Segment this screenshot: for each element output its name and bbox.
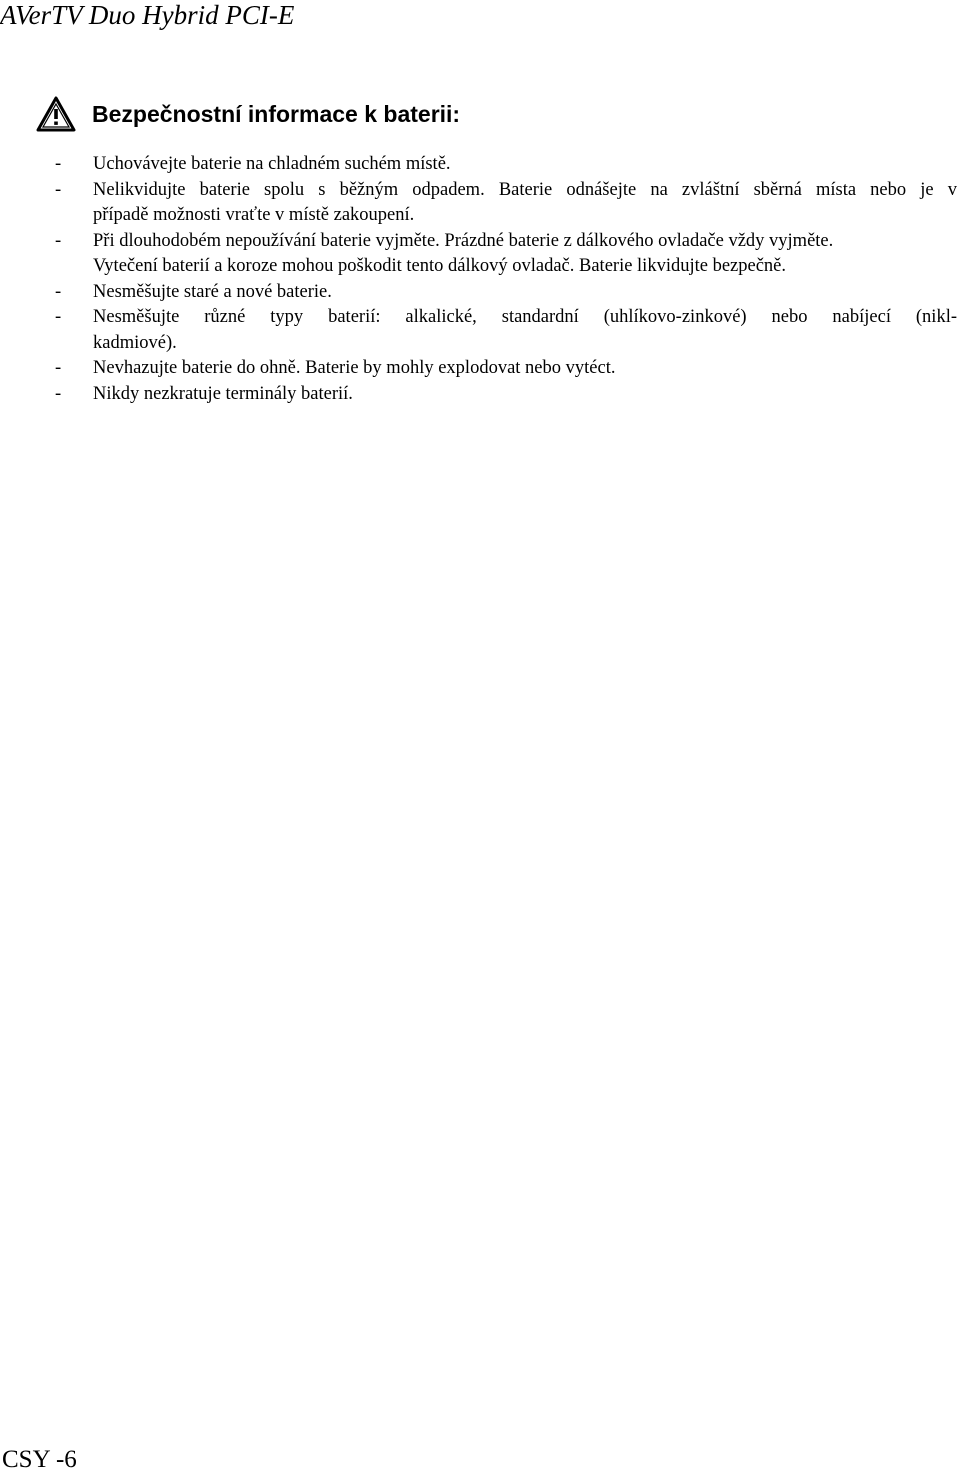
list-item	[55, 305, 957, 356]
text-line: kadmiové).	[93, 332, 177, 353]
warning-icon	[36, 96, 76, 132]
list-marker: -	[55, 179, 62, 200]
text-line: Nevhazujte baterie do ohně. Baterie by mohly explodovat nebo vytéct.	[93, 358, 616, 378]
list-marker: -	[55, 358, 62, 378]
list-item	[55, 178, 957, 229]
page-number: CSY -6	[2, 1446, 77, 1473]
text-line: Při dlouhodobém nepoužívání baterie vyjměte. Prázdné baterie z dálkového ovladače vždy vyjměte.	[93, 230, 834, 251]
battery-safety-list	[55, 152, 957, 407]
list-item	[55, 280, 957, 306]
list-marker: -	[55, 230, 62, 251]
list-marker: -	[55, 307, 62, 327]
text-line: Nesměšujte staré a nové baterie.	[93, 281, 332, 302]
list-item-text	[93, 382, 957, 408]
list-item-text	[93, 229, 957, 280]
running-header: AVerTV Duo Hybrid PCI-E	[0, 0, 295, 30]
list-item-text	[93, 305, 957, 356]
section-heading	[36, 96, 460, 132]
list-item-text	[93, 280, 957, 306]
text-line: Nelikvidujte baterie spolu s běžným odpadem. Baterie odnášejte na zvláštní sběrná místa nebo je v	[93, 179, 957, 200]
list-marker: -	[55, 383, 62, 404]
list-item	[55, 152, 957, 178]
list-item	[55, 382, 957, 408]
list-marker: -	[55, 154, 62, 174]
list-item-text	[93, 178, 957, 229]
text-line: případě možnosti vraťte v místě zakoupení.	[93, 205, 415, 225]
list-item-text	[93, 152, 957, 178]
text-line: Uchovávejte baterie na chladném suchém místě.	[93, 154, 451, 174]
list-item-text	[93, 356, 957, 382]
list-item	[55, 229, 957, 280]
section-title: Bezpečnostní informace k baterii:	[92, 101, 461, 127]
text-line: Nikdy nezkratuje terminály baterií.	[93, 383, 353, 404]
list-marker: -	[55, 281, 62, 302]
text-line: Vytečení baterií a koroze mohou poškodit tento dálkový ovladač. Baterie likvidujte bezpečně.	[93, 256, 787, 276]
text-line: Nesměšujte různé typy baterií: alkalické, standardní (uhlíkovo-zinkové) nebo nabíjecí (nikl-	[93, 307, 957, 327]
list-item	[55, 356, 957, 382]
